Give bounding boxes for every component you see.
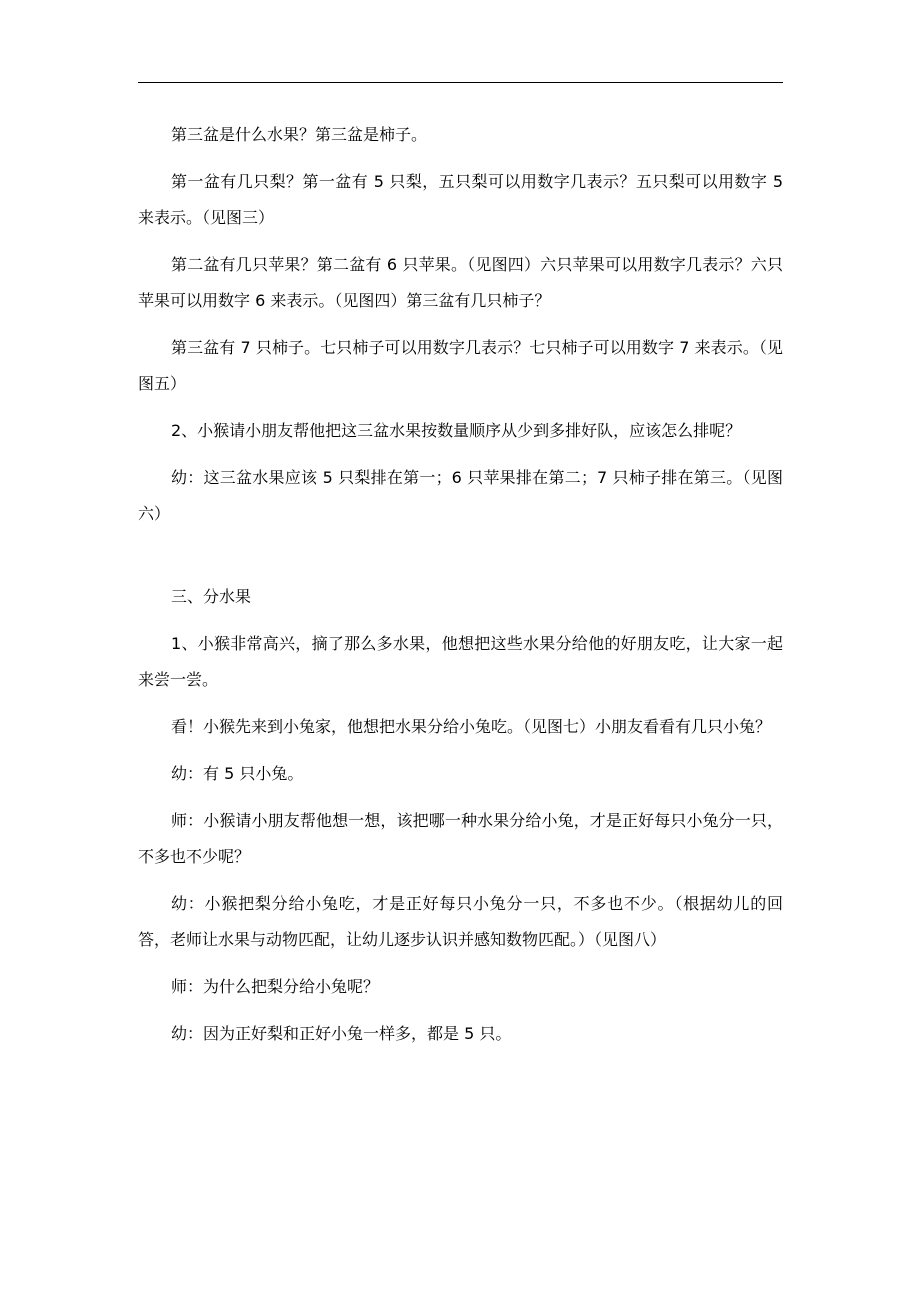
paragraph-child-because: 幼：因为正好梨和正好小兔一样多，都是 5 只。	[171, 1024, 512, 1043]
paragraph-teacher-why: 师：为什么把梨分给小兔呢？	[171, 977, 380, 996]
header-divider	[138, 82, 783, 83]
paragraph-first-basin-pears: 第一盆有几只梨？第一盆有 5 只梨，五只梨可以用数字几表示？五只梨可以用数字 5 来表示。（见图三）	[138, 172, 783, 227]
paragraph-ordering-answer: 幼：这三盆水果应该 5 只梨排在第一；6 只苹果排在第二；7 只柿子排在第三。（见图六）	[138, 468, 783, 523]
section-heading-divide-fruit: 三、分水果	[171, 587, 252, 606]
paragraph-monkey-happy: 1、小猴非常高兴，摘了那么多水果，他想把这些水果分给他的好朋友吃，让大家一起来尝一尝。	[138, 634, 783, 689]
paragraph-rabbit-home: 看！小猴先来到小兔家，他想把水果分给小兔吃。（见图七）小朋友看看有几只小兔？	[171, 717, 772, 736]
paragraph-child-answer-pears: 幼：小猴把梨分给小兔吃，才是正好每只小兔分一只，不多也不少。（根据幼儿的回答，老师让水果与动物匹配，让幼儿逐步认识并感知数物匹配。）（见图八）	[138, 894, 783, 949]
paragraph-ordering-question: 2、小猴请小朋友帮他把这三盆水果按数量顺序从少到多排好队，应该怎么排呢？	[171, 421, 742, 440]
paragraph-second-basin-apples: 第二盆有几只苹果？第二盆有 6 只苹果。（见图四）六只苹果可以用数字几表示？六只苹果可以用数字 6 来表示。（见图四）第三盆有几只柿子？	[138, 255, 783, 310]
paragraph-third-basin-fruit: 第三盆是什么水果？第三盆是柿子。	[171, 125, 428, 144]
paragraph-teacher-question: 师：小猴请小朋友帮他想一想，该把哪一种水果分给小兔，才是正好每只小兔分一只，不多也不少呢？	[138, 811, 783, 866]
document-body	[138, 117, 783, 1063]
paragraph-third-basin-persimmons: 第三盆有 7 只柿子。七只柿子可以用数字几表示？七只柿子可以用数字 7 来表示。（见图五）	[138, 338, 783, 393]
paragraph-five-rabbits: 幼：有 5 只小兔。	[171, 764, 304, 783]
